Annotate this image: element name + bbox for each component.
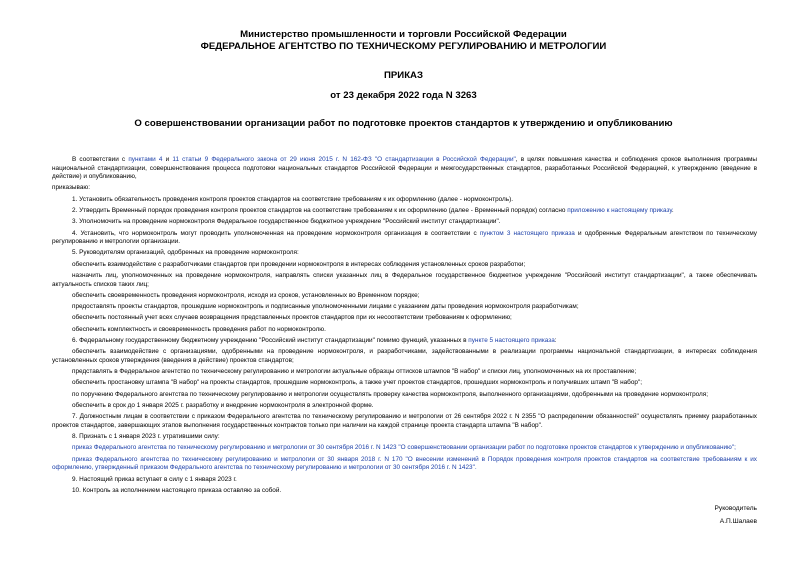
doc-type: ПРИКАЗ	[384, 70, 423, 81]
text-fragment: .	[671, 207, 674, 215]
preamble-paragraph	[52, 156, 757, 182]
clause-5-item: обеспечить комплектность и своевременность проведения работ по нормоконтролю.	[72, 325, 326, 333]
clause-8: 8. Признать с 1 января 2023 г. утратившими силу:	[72, 433, 220, 441]
text-fragment: 6. Федеральному государственному бюджетному учреждению "Российский институт стандартизации" помимо функций, указанных в	[72, 337, 469, 345]
clause-3-link[interactable]: пунктом 3 настоящего приказа	[479, 229, 575, 237]
signer-title: Руководитель	[714, 505, 757, 512]
clause-5-item: обеспечить своевременность проведения нормоконтроля, исходя из сроков, установленных во Временном порядке;	[72, 291, 420, 299]
clause-6-item: обеспечить в срок до 1 января 2025 г. разработку и внедрение нормоконтроля в электронной форме.	[72, 402, 374, 410]
ministry-name: Министерство промышленности и торговли Российской Федерации	[240, 29, 567, 40]
text-fragment: и одобренные Федеральным агентством по техническому регулированию и метрологии организации.	[52, 229, 758, 246]
signature-block	[715, 502, 757, 528]
doc-body	[52, 156, 757, 498]
clause-5-item: назначить лиц, уполномоченных на проведение нормоконтроля, направлять списки указанных лиц в Федеральное государственное бюджетное учреждение "Российский институт стандартизации", а также обеспечивать актуальность списков таких лиц;	[52, 272, 757, 288]
text-fragment: В соответствии с	[72, 156, 129, 163]
clause-5-item: обеспечить постоянный учет всех случаев возвращения представленных проектов стандартов при их несоответствии требованиям к оформлению;	[72, 314, 512, 322]
clause-7: 7. Должностным лицам в соответствии с приказом Федерального агентства по техническому регулированию и метрологии от 26 сентября 2022 г. N 2355 "О распределении обязанностей" осуществлять приемку разработанных проектов стандартов, завершающих этапов выполнения государственных контрактов только при наличии на каждой странице проекта стандарта штампа "В набор".	[52, 413, 757, 429]
clause-10: 10. Контроль за исполнением настоящего приказа оставляю за собой.	[72, 486, 282, 494]
doc-date-number: от 23 декабря 2022 года N 3263	[330, 90, 477, 101]
clause-5-item: предоставлять проекты стандартов, прошедшие нормоконтроль и подписанные уполномоченными лицами с указанием даты проведения нормоконтроля разработчикам;	[72, 303, 579, 311]
text-fragment: и	[162, 156, 173, 163]
agency-name: ФЕДЕРАЛЬНОЕ АГЕНТСТВО ПО ТЕХНИЧЕСКОМУ РЕГУЛИРОВАНИЮ И МЕТРОЛОГИИ	[200, 40, 607, 52]
clause-9: 9. Настоящий приказ вступает в силу с 1 января 2023 г.	[72, 475, 237, 483]
clause-5-link[interactable]: пункте 5 настоящего приказа	[468, 337, 555, 345]
clause-5-item: обеспечить взаимодействие с разработчиками стандартов при проведении нормоконтроля в интересах соблюдения установленных сроков разработки;	[72, 260, 526, 268]
text-fragment: , в целях повышения качества и соблюдения сроков выполнения программы национальной стандартизации, совершенствования процесса подготовки национальных стандартов Российской Федерации и межгосударственных стандартов, разработанных Российской Федерацией, к утверждению (введение в действие) и опубликованию,	[52, 156, 757, 181]
repealed-order-link[interactable]: приказ Федерального агентства по техническому регулированию и метрологии от 30 сентября 2016 г. N 1423 "О совершенствовании организации работ по подготовке проектов стандартов к утверждению и опубликованию";	[72, 444, 736, 452]
text-fragment: 2. Утвердить Временный порядок проведения контроля проектов стандартов на соответствие требованиям к их оформлению (далее - Временный порядок) согласно	[72, 207, 568, 215]
clause-3: 3. Уполномочить на проведение нормоконтроля Федеральное государственное бюджетное учреждение "Российский институт стандартизации".	[72, 218, 501, 226]
clause-2	[52, 207, 757, 216]
clause-4	[52, 230, 757, 247]
clause-6-item: представлять в Федеральное агентство по техническому регулированию и метрологии актуальные образцы оттисков штампов "В набор" и списки лиц, уполномоченных на их проставление;	[72, 368, 637, 376]
repealed-order-link[interactable]: приказ Федерального агентства по техническому регулированию и метрологии от 30 января 2018 г. N 170 "О внесении изменений в Порядок проведения контроля проектов стандартов на соответствие требованиям к их оформлению, утвержденный приказом Федерального агентства по техническому регулированию и метрологии от 30 сентября 2016 г. N 1423".	[52, 455, 757, 472]
doc-header	[0, 29, 807, 52]
appendix-link[interactable]: приложению к настоящему приказу	[567, 207, 672, 215]
clause-6-item: обеспечить взаимодействие с организациями, одобренными на проведение нормоконтроля, и разработчиками, задействованными в реализации программы национальной стандартизации, в интересах соблюдения установленных сроков утверждения (введения в действие) проектов стандартов;	[52, 348, 757, 364]
clause-1: 1. Установить обязательность проведения контроля проектов стандартов на соответствие требованиям к их оформлению (далее - нормоконтроль).	[72, 195, 514, 203]
clause-6-item: обеспечить простановку штампа "В набор" на проекты стандартов, прошедшие нормоконтроль, а также учет проектов стандартов, прошедших нормоконтроль и получивших штамп "В набор";	[72, 379, 642, 387]
law-link[interactable]: 11 статьи 9 Федерального закона от 29 июня 2015 г. N 162-ФЗ "О стандартизации в Российской Федерации"	[172, 156, 516, 163]
text-fragment: 4. Установить, что нормоконтроль могут проводить уполномоченная на проведение нормоконтроля организация в соответствии с	[72, 229, 480, 237]
clause-6-item: по поручению Федерального агентства по техническому регулированию и метрологии осуществлять проверку качества нормоконтроля, выполненного организациями, одобренными на проведение нормоконтроля;	[72, 390, 709, 398]
law-link[interactable]: пунктами 4	[128, 156, 163, 163]
clause-5: 5. Руководителям организаций, одобренных на проведение нормоконтроля:	[72, 249, 299, 257]
clause-6	[52, 337, 757, 346]
order-word: приказываю:	[52, 184, 90, 192]
signer-name: А.П.Шалаев	[719, 518, 757, 525]
text-fragment: :	[554, 337, 557, 345]
doc-subject: О совершенствовании организации работ по подготовке проектов стандартов к утверждению и опубликованию	[134, 118, 673, 129]
